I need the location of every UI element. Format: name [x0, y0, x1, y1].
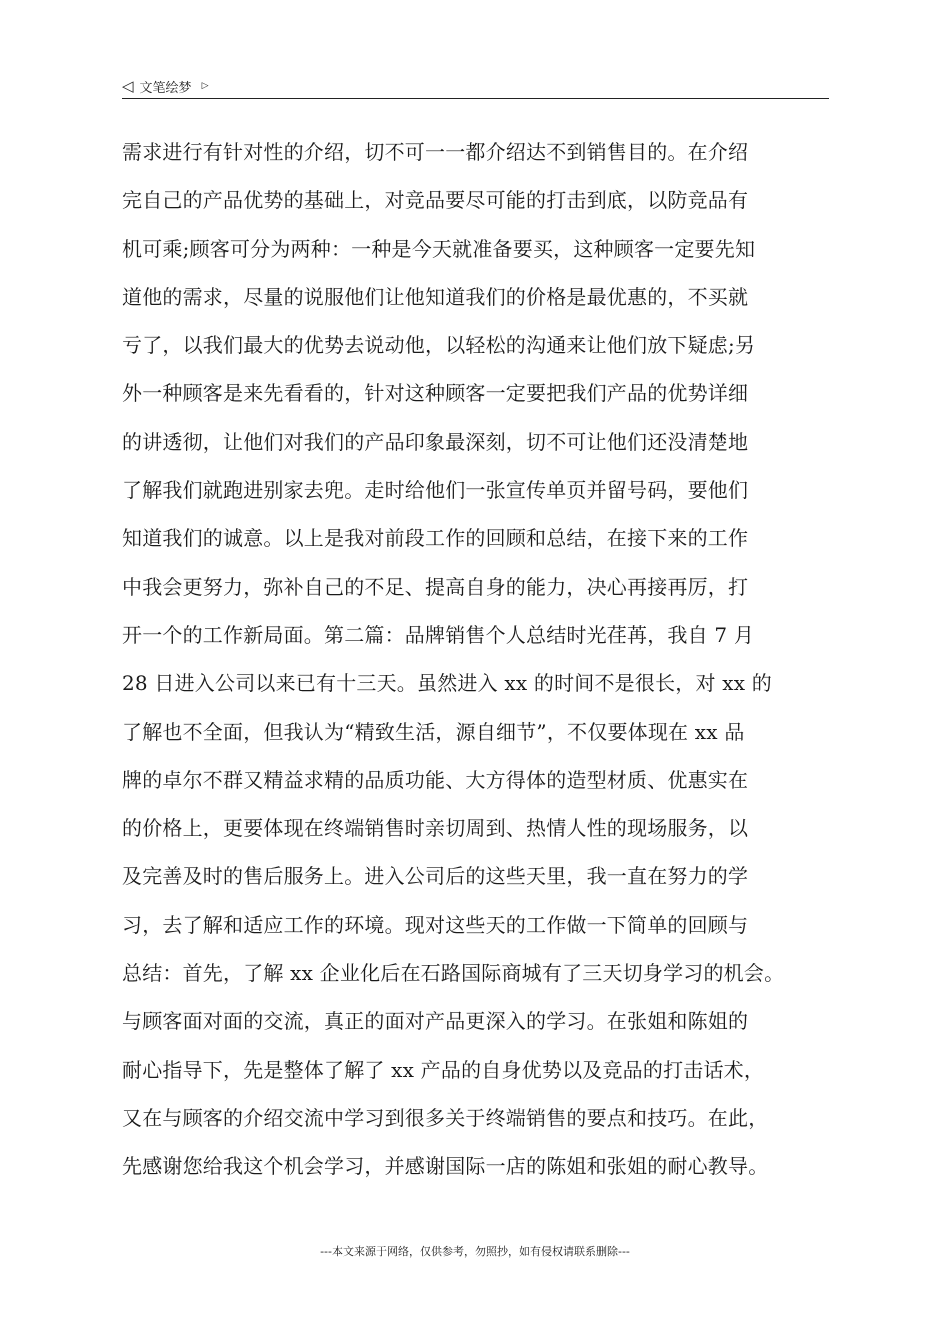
text-line: 牌的卓尔不群又精益求精的品质功能、大方得体的造型材质、优惠实在: [122, 767, 749, 792]
document-body: [122, 128, 834, 1191]
text-line: 亏了，以我们最大的优势去说动他，以轻松的沟通来让他们放下疑虑;另: [122, 333, 756, 358]
text-line: 开一个的工作新局面。第二篇：品牌销售个人总结时光荏苒，我自 7 月: [122, 622, 755, 647]
text-line: 习，去了解和适应工作的环境。现对这些天的工作做一下简单的回顾与: [122, 912, 749, 937]
text-line: 知道我们的诚意。以上是我对前段工作的回顾和总结，在接下来的工作: [122, 526, 749, 551]
text-line: 了解我们就跑进别家去兜。走时给他们一张宣传单页并留号码，要他们: [122, 478, 749, 503]
text-line: 需求进行有针对性的介绍，切不可一一都介绍达不到销售目的。在介绍: [122, 140, 749, 164]
text-line: 外一种顾客是来先看看的，针对这种顾客一定要把我们产品的优势详细: [122, 381, 749, 406]
triangle-right-small-icon: ▷: [201, 80, 209, 91]
text-line: 的讲透彻，让他们对我们的产品印象最深刻，切不可让他们还没清楚地: [122, 429, 749, 454]
text-line: 完自己的产品优势的基础上，对竞品要尽可能的打击到底，以防竞品有: [122, 188, 749, 213]
text-line: 28 日进入公司以来已有十三天。虽然进入 xx 的时间不是很长，对 xx 的: [122, 671, 772, 696]
text-line: 及完善及时的售后服务上。进入公司后的这些天里，我一直在努力的学: [122, 864, 749, 889]
text-line: 又在与顾客的介绍交流中学习到很多关于终端销售的要点和技巧。在此，: [122, 1105, 769, 1130]
text-line: 的价格上，更要体现在终端销售时亲切周到、热情人性的现场服务，以: [122, 816, 749, 841]
text-line: 总结：首先，了解 xx 企业化后在石路国际商城有了三天切身学习的机会。: [122, 961, 785, 986]
header-title: 文笔绘梦: [139, 80, 192, 96]
text-line: 先感谢您给我这个机会学习，并感谢国际一店的陈姐和张姐的耐心教导。: [122, 1154, 769, 1179]
text-line: 机可乘;顾客可分为两种：一种是今天就准备要买，这种顾客一定要先知: [122, 236, 756, 261]
page-header: [122, 74, 829, 99]
text-line: 耐心指导下，先是整体了解了 xx 产品的自身优势以及竞品的打击话术，: [122, 1057, 765, 1082]
text-line: 中我会更努力，弥补自己的不足、提高自身的能力，决心再接再厉，打: [122, 574, 749, 599]
text-line: 了解也不全面，但我认为“精致生活，源自细节”，不仅要体现在 xx 品: [122, 719, 745, 744]
text-line: 与顾客面对面的交流，真正的面对产品更深入的学习。在张姐和陈姐的: [122, 1009, 749, 1034]
triangle-left-outline-icon: ◁: [122, 76, 134, 95]
source-disclaimer: ---本文来源于网络，仅供参考，勿照抄，如有侵权请联系删除---: [320, 1245, 630, 1258]
text-line: 道他的需求，尽量的说服他们让他知道我们的价格是最优惠的，不买就: [122, 284, 749, 309]
